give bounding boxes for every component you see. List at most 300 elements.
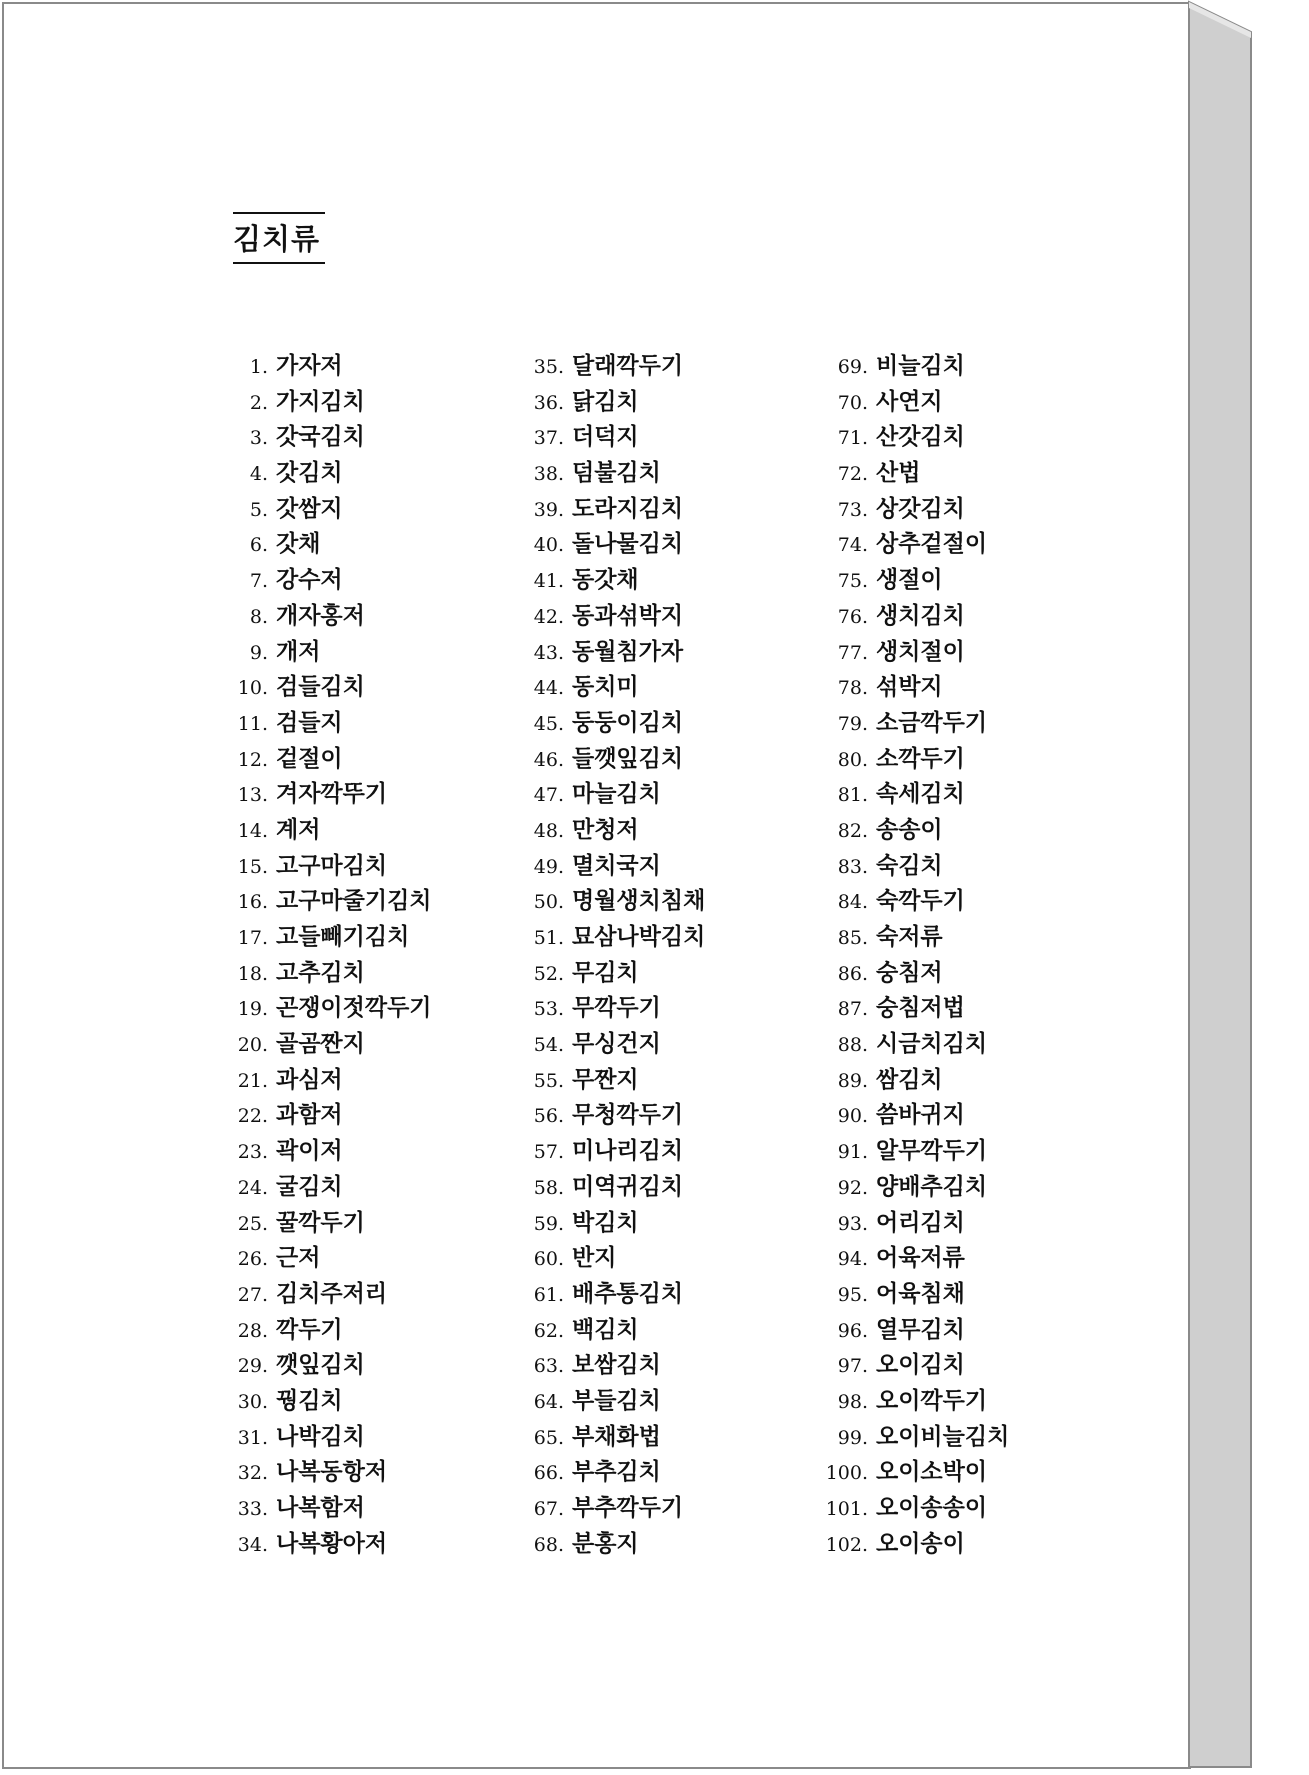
item-label: 무청깍두기 — [572, 1101, 684, 1129]
item-number: 49. — [533, 855, 564, 878]
list-item — [820, 812, 1009, 848]
item-label: 곽이저 — [276, 1137, 343, 1165]
list-item — [820, 1097, 1009, 1133]
list-item — [820, 1419, 1009, 1455]
item-number: 99. — [837, 1426, 868, 1449]
item-label: 쌈김치 — [876, 1065, 943, 1093]
item-label: 검들지 — [276, 708, 343, 736]
item-number: 89. — [837, 1069, 868, 1092]
item-label: 양배추김치 — [876, 1172, 988, 1200]
list-item — [820, 990, 1009, 1026]
list-item — [230, 1347, 432, 1383]
item-number: 34. — [237, 1533, 268, 1556]
item-number: 52. — [533, 962, 564, 985]
item-label: 깍두기 — [276, 1315, 343, 1343]
list-item — [820, 1026, 1009, 1062]
item-number: 100. — [825, 1462, 868, 1485]
item-number: 42. — [533, 605, 564, 628]
item-label: 보쌈김치 — [572, 1351, 661, 1379]
item-number: 5. — [249, 498, 268, 521]
item-label: 박김치 — [572, 1208, 639, 1236]
list-item — [230, 776, 432, 812]
item-label: 계저 — [276, 815, 321, 843]
list-item — [820, 598, 1009, 634]
list-item — [230, 1097, 432, 1133]
item-label: 산갓김치 — [876, 423, 965, 451]
list-item — [230, 705, 432, 741]
list-item — [820, 455, 1009, 491]
item-label: 미역귀김치 — [572, 1172, 684, 1200]
item-number: 27. — [237, 1283, 268, 1306]
list-item — [820, 883, 1009, 919]
item-label: 상갓김치 — [876, 494, 965, 522]
list-item — [526, 1347, 705, 1383]
item-number: 8. — [249, 605, 268, 628]
list-item — [230, 1312, 432, 1348]
item-label: 무김치 — [572, 958, 639, 986]
list-item — [526, 705, 705, 741]
item-number: 28. — [237, 1319, 268, 1342]
item-label: 무짠지 — [572, 1065, 639, 1093]
item-label: 과심저 — [276, 1065, 343, 1093]
item-number: 2. — [249, 391, 268, 414]
item-number: 14. — [237, 819, 268, 842]
item-number: 87. — [837, 998, 868, 1021]
item-number: 33. — [237, 1498, 268, 1520]
list-item — [820, 1312, 1009, 1348]
list-item — [820, 776, 1009, 812]
item-number: 43. — [533, 641, 564, 664]
item-label: 어리김치 — [876, 1208, 965, 1236]
list-item — [230, 634, 432, 670]
item-label: 오이깍두기 — [876, 1386, 988, 1414]
list-item — [526, 419, 705, 455]
item-number: 7. — [249, 570, 268, 593]
list-item — [820, 741, 1009, 777]
item-number: 55. — [533, 1069, 564, 1092]
list-item — [230, 741, 432, 777]
item-label: 숙저류 — [876, 923, 943, 950]
list-item — [820, 348, 1009, 384]
item-number: 76. — [837, 605, 868, 628]
heading-top-rule — [233, 212, 325, 214]
item-label: 분홍지 — [572, 1529, 639, 1557]
list-item — [526, 1276, 705, 1312]
list-item — [526, 1240, 705, 1276]
list-item — [526, 1097, 705, 1133]
item-label: 검들김치 — [276, 673, 365, 701]
item-number: 60. — [533, 1248, 564, 1271]
list-item — [230, 1205, 432, 1241]
item-number: 77. — [837, 641, 868, 664]
item-number: 12. — [237, 748, 268, 771]
list-item — [526, 1205, 705, 1241]
item-label: 오이김치 — [876, 1351, 965, 1379]
item-label: 열무김치 — [876, 1315, 965, 1343]
item-number: 10. — [237, 677, 268, 700]
item-label: 마늘김치 — [572, 780, 661, 808]
item-number: 35. — [533, 356, 564, 378]
list-item — [820, 1205, 1009, 1241]
list-item — [820, 491, 1009, 527]
item-number: 38. — [533, 463, 564, 486]
item-label: 속세김치 — [876, 780, 965, 808]
item-number: 30. — [237, 1390, 268, 1413]
item-number: 59. — [533, 1212, 564, 1235]
item-number: 19. — [237, 998, 268, 1021]
list-item — [230, 1383, 432, 1419]
item-number: 23. — [237, 1141, 268, 1164]
item-label: 숙깍두기 — [876, 887, 965, 915]
list-item — [820, 1490, 1009, 1526]
item-number: 1. — [249, 356, 268, 378]
item-label: 부추깍두기 — [572, 1494, 684, 1521]
list-item — [230, 491, 432, 527]
list-item — [526, 1062, 705, 1098]
list-item — [820, 848, 1009, 884]
item-label: 배추통김치 — [572, 1279, 684, 1307]
item-number: 93. — [837, 1212, 868, 1235]
item-number: 94. — [837, 1248, 868, 1271]
list-item — [526, 491, 705, 527]
list-item — [526, 1133, 705, 1169]
list-item — [526, 562, 705, 598]
list-item — [820, 1383, 1009, 1419]
list-item — [820, 1526, 1009, 1562]
list-item — [230, 1276, 432, 1312]
item-number: 71. — [837, 427, 868, 450]
item-label: 상추겉절이 — [876, 530, 988, 558]
item-label: 동월침가자 — [572, 637, 684, 665]
item-number: 17. — [237, 927, 268, 949]
list-item — [230, 384, 432, 420]
list-item — [820, 1062, 1009, 1098]
item-number: 48. — [533, 819, 564, 842]
item-label: 멸치국지 — [572, 851, 661, 879]
item-label: 갓쌈지 — [276, 494, 343, 522]
item-label: 둥둥이김치 — [572, 708, 684, 736]
item-label: 굴김치 — [276, 1172, 343, 1200]
item-number: 97. — [837, 1355, 868, 1378]
book-page — [2, 2, 1191, 1769]
list-item — [230, 883, 432, 919]
item-number: 78. — [837, 677, 868, 700]
item-label: 알무깍두기 — [876, 1137, 988, 1165]
item-label: 갓국김치 — [276, 423, 365, 451]
list-column-2 — [526, 348, 705, 1561]
list-item — [526, 741, 705, 777]
item-number: 102. — [825, 1533, 868, 1556]
list-item — [526, 634, 705, 670]
item-number: 73. — [837, 498, 868, 521]
list-item — [526, 1026, 705, 1062]
item-number: 69. — [837, 356, 868, 378]
item-label: 나복황아저 — [276, 1529, 388, 1557]
list-item — [230, 526, 432, 562]
list-item — [230, 1026, 432, 1062]
item-label: 송송이 — [876, 815, 943, 843]
item-number: 6. — [249, 534, 268, 557]
item-number: 81. — [837, 784, 868, 807]
list-item — [820, 955, 1009, 991]
list-item — [820, 1240, 1009, 1276]
item-number: 11. — [237, 712, 268, 735]
list-item — [230, 1419, 432, 1455]
list-item — [230, 955, 432, 991]
item-number: 83. — [837, 855, 868, 878]
item-number: 24. — [237, 1176, 268, 1199]
list-item — [230, 1169, 432, 1205]
item-number: 98. — [837, 1390, 868, 1413]
list-item — [526, 919, 705, 955]
list-item — [820, 1169, 1009, 1205]
item-number: 85. — [837, 927, 868, 949]
list-item — [820, 1454, 1009, 1490]
item-label: 백김치 — [572, 1315, 639, 1343]
item-number: 96. — [837, 1319, 868, 1342]
item-label: 사연지 — [876, 387, 943, 415]
list-item — [526, 669, 705, 705]
section-heading: 김치류 — [233, 222, 321, 256]
item-number: 84. — [837, 891, 868, 914]
item-label: 과함저 — [276, 1101, 343, 1129]
list-column-3 — [820, 348, 1009, 1561]
item-number: 51. — [533, 927, 564, 949]
list-item — [230, 1490, 432, 1526]
item-number: 47. — [533, 784, 564, 807]
item-label: 소금깍두기 — [876, 708, 988, 736]
list-item — [230, 419, 432, 455]
list-item — [230, 598, 432, 634]
item-number: 40. — [533, 534, 564, 557]
list-item — [230, 919, 432, 955]
list-item — [230, 848, 432, 884]
section-heading-block — [233, 212, 325, 264]
item-label: 오이송송이 — [876, 1494, 988, 1521]
item-number: 18. — [237, 962, 268, 985]
item-label: 반지 — [572, 1244, 617, 1272]
item-label: 소깍두기 — [876, 744, 965, 772]
list-item — [526, 1383, 705, 1419]
item-label: 명월생치침채 — [572, 887, 706, 915]
list-item — [230, 455, 432, 491]
item-label: 개자홍저 — [276, 601, 365, 629]
item-number: 37. — [533, 427, 564, 450]
item-number: 46. — [533, 748, 564, 771]
list-item — [820, 562, 1009, 598]
item-number: 21. — [237, 1069, 268, 1092]
item-number: 61. — [533, 1283, 564, 1306]
list-item — [526, 526, 705, 562]
item-label: 부들김치 — [572, 1386, 661, 1414]
list-item — [526, 348, 705, 384]
item-number: 67. — [533, 1498, 564, 1520]
item-number: 82. — [837, 819, 868, 842]
item-number: 64. — [533, 1390, 564, 1413]
item-number: 31. — [237, 1426, 268, 1449]
list-item — [230, 812, 432, 848]
item-label: 꿩김치 — [276, 1386, 343, 1414]
item-label: 개저 — [276, 637, 321, 665]
item-label: 동갓채 — [572, 566, 639, 594]
list-item — [230, 1240, 432, 1276]
item-label: 오이소박이 — [876, 1458, 988, 1486]
item-number: 29. — [237, 1355, 268, 1378]
item-number: 22. — [237, 1105, 268, 1128]
item-number: 16. — [237, 891, 268, 914]
list-item — [230, 1062, 432, 1098]
item-label: 고구마김치 — [276, 851, 388, 879]
item-label: 무깍두기 — [572, 994, 661, 1022]
item-label: 나복함저 — [276, 1494, 365, 1521]
item-label: 덤불김치 — [572, 459, 661, 487]
list-item — [526, 955, 705, 991]
item-number: 56. — [533, 1105, 564, 1128]
item-number: 63. — [533, 1355, 564, 1378]
list-item — [526, 1169, 705, 1205]
item-label: 곤쟁이젓깍두기 — [276, 994, 432, 1022]
item-number: 79. — [837, 712, 868, 735]
item-label: 오이송이 — [876, 1529, 965, 1557]
item-label: 산법 — [876, 459, 921, 487]
list-item — [526, 883, 705, 919]
list-item — [820, 919, 1009, 955]
item-label: 생절이 — [876, 566, 943, 594]
list-item — [526, 776, 705, 812]
item-number: 15. — [237, 855, 268, 878]
item-number: 26. — [237, 1248, 268, 1271]
item-label: 나복동항저 — [276, 1458, 388, 1486]
item-label: 묘삼나박김치 — [572, 923, 706, 950]
item-label: 도라지김치 — [572, 494, 684, 522]
item-number: 9. — [249, 641, 268, 664]
item-label: 골곰짠지 — [276, 1030, 365, 1058]
item-number: 65. — [533, 1426, 564, 1449]
list-item — [526, 848, 705, 884]
list-item — [526, 384, 705, 420]
list-item — [526, 812, 705, 848]
item-label: 씀바귀지 — [876, 1101, 965, 1129]
item-number: 91. — [837, 1141, 868, 1164]
list-item — [526, 990, 705, 1026]
item-number: 4. — [249, 463, 268, 486]
item-label: 돌나물김치 — [572, 530, 684, 558]
list-item — [820, 384, 1009, 420]
item-label: 시금치김치 — [876, 1030, 988, 1058]
item-number: 53. — [533, 998, 564, 1021]
item-label: 오이비늘김치 — [876, 1422, 1010, 1450]
list-item — [820, 1276, 1009, 1312]
list-item — [820, 705, 1009, 741]
list-item — [820, 634, 1009, 670]
item-label: 갓채 — [276, 530, 321, 558]
item-number: 39. — [533, 498, 564, 521]
item-number: 92. — [837, 1176, 868, 1199]
list-item — [230, 348, 432, 384]
item-label: 부채화법 — [572, 1422, 661, 1450]
item-label: 가자저 — [276, 352, 343, 379]
item-number: 75. — [837, 570, 868, 593]
list-item — [526, 455, 705, 491]
item-label: 가지김치 — [276, 387, 365, 415]
heading-bottom-rule — [233, 262, 325, 264]
list-item — [230, 669, 432, 705]
list-item — [230, 562, 432, 598]
item-number: 74. — [837, 534, 868, 557]
item-number: 58. — [533, 1176, 564, 1199]
list-item — [526, 598, 705, 634]
item-number: 66. — [533, 1462, 564, 1485]
item-label: 더덕지 — [572, 423, 639, 451]
item-number: 36. — [533, 391, 564, 414]
item-label: 들깻잎김치 — [572, 744, 684, 772]
item-label: 숭침저 — [876, 958, 943, 986]
item-label: 근저 — [276, 1244, 321, 1272]
item-label: 겉절이 — [276, 744, 343, 772]
item-label: 동치미 — [572, 673, 639, 701]
item-number: 88. — [837, 1034, 868, 1057]
item-label: 고추김치 — [276, 958, 365, 986]
item-number: 54. — [533, 1034, 564, 1057]
list-item — [526, 1454, 705, 1490]
item-label: 겨자깍뚜기 — [276, 780, 388, 808]
list-item — [526, 1526, 705, 1562]
item-number: 62. — [533, 1319, 564, 1342]
list-item — [526, 1490, 705, 1526]
item-label: 생치김치 — [876, 601, 965, 629]
item-number: 68. — [533, 1533, 564, 1556]
list-item — [230, 1526, 432, 1562]
item-label: 어육침채 — [876, 1279, 965, 1307]
item-number: 57. — [533, 1141, 564, 1164]
list-item — [820, 669, 1009, 705]
item-label: 어육저류 — [876, 1244, 965, 1272]
item-label: 생치절이 — [876, 637, 965, 665]
item-number: 13. — [237, 784, 268, 807]
item-label: 꿀깍두기 — [276, 1208, 365, 1236]
item-number: 41. — [533, 570, 564, 593]
list-item — [230, 1133, 432, 1169]
item-label: 나박김치 — [276, 1422, 365, 1450]
item-number: 45. — [533, 712, 564, 735]
list-column-1 — [230, 348, 432, 1561]
item-label: 부추김치 — [572, 1458, 661, 1486]
item-number: 72. — [837, 463, 868, 486]
item-label: 강수저 — [276, 566, 343, 594]
item-label: 고구마줄기김치 — [276, 887, 432, 915]
item-number: 101. — [825, 1498, 868, 1520]
item-number: 95. — [837, 1283, 868, 1306]
item-label: 동과섞박지 — [572, 601, 684, 629]
item-number: 80. — [837, 748, 868, 771]
list-item — [820, 526, 1009, 562]
item-number: 50. — [533, 891, 564, 914]
item-number: 25. — [237, 1212, 268, 1235]
item-label: 비늘김치 — [876, 352, 965, 379]
list-item — [820, 419, 1009, 455]
list-item — [526, 1312, 705, 1348]
list-item — [230, 990, 432, 1026]
list-item — [820, 1133, 1009, 1169]
item-label: 만청저 — [572, 815, 639, 843]
list-item — [526, 1419, 705, 1455]
item-label: 숭침저법 — [876, 994, 965, 1022]
item-number: 70. — [837, 391, 868, 414]
item-label: 깻잎김치 — [276, 1351, 365, 1379]
item-label: 고들빼기김치 — [276, 923, 410, 950]
item-number: 32. — [237, 1462, 268, 1485]
list-item — [230, 1454, 432, 1490]
